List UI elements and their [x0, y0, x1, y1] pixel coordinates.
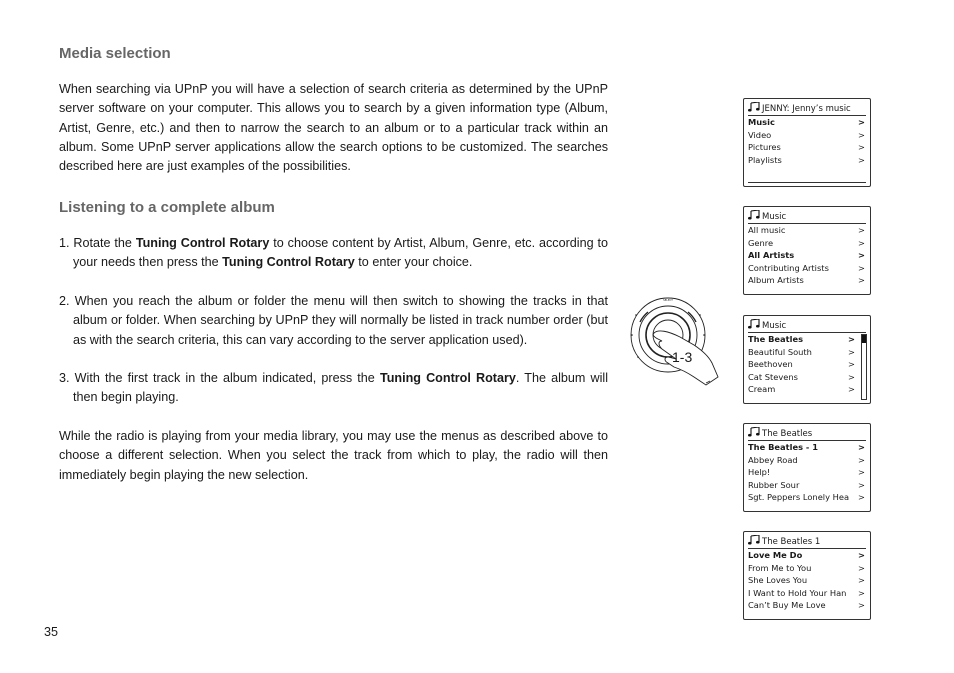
screen-title-text: The Beatles [762, 429, 813, 439]
radio-screen-beatles-1-tracks [743, 531, 871, 620]
scrollbar[interactable] [861, 334, 867, 400]
menu-item-love-me-do[interactable] [748, 549, 866, 562]
scrollbar-thumb[interactable] [862, 335, 866, 343]
screen-title-text: JENNY: Jenny’s music [762, 104, 851, 114]
menu-item-album-artists[interactable] [748, 274, 866, 287]
menu-item-label: Playlists [748, 154, 782, 165]
radio-screen-music-categories [743, 206, 871, 295]
chevron-right-icon: > [858, 117, 865, 127]
step-3 [59, 369, 608, 408]
step-bold: Tuning Control Rotary [379, 371, 516, 385]
music-note-icon [748, 427, 760, 437]
step-text: to choose content by Artist, Album, Genre, etc. according to your needs then press the [73, 236, 608, 270]
screen-title [748, 535, 866, 549]
menu-item-cream[interactable] [748, 383, 866, 396]
menu-item-label: Love Me Do [748, 550, 803, 560]
menu-item-from-me-to-you[interactable] [748, 562, 866, 575]
heading-media-selection: Media selection [59, 45, 171, 62]
media-selection-body: When searching via UPnP you will have a selection of search criteria as determined by the UPnP server software on your computer. This allows you to search by a given information type (Album, Artist, Genre, etc.) and then to narrow the search to an album or to a particular track within an album. Some UPnP server applications allow the search options to be customized. The searches described here are just examples of the possibilities. [59, 82, 608, 174]
radio-screen-beatles-albums [743, 423, 871, 512]
page-number: 35 [44, 625, 59, 639]
step-bold: Tuning Control Rotary [222, 255, 355, 270]
chevron-right-icon: > [858, 275, 865, 286]
step-range-label: 1-3 [672, 349, 693, 365]
menu-item-label: She Loves You [748, 575, 808, 586]
menu-item-help[interactable] [748, 466, 866, 479]
menu-item-pictures[interactable] [748, 141, 866, 154]
step-1 [59, 234, 608, 273]
menu-item-label: Music [748, 117, 775, 127]
chevron-right-icon: > [858, 454, 865, 465]
step-number: 2. [59, 294, 70, 308]
menu-item-label: Beautiful South [748, 346, 812, 357]
chevron-right-icon: > [858, 550, 865, 560]
music-note-icon [748, 535, 760, 545]
chevron-right-icon: > [858, 562, 865, 573]
menu-item-beethoven[interactable] [748, 358, 866, 371]
menu-item-the-beatles[interactable] [748, 333, 866, 346]
music-note-icon [748, 102, 760, 112]
menu-item-all-music[interactable] [748, 224, 866, 237]
menu-item-video[interactable] [748, 129, 866, 142]
heading-listening-complete-album: Listening to a complete album [59, 199, 275, 216]
closing-paragraph: While the radio is playing from your media library, you may use the menus as described above to choose a different selection. When you select the track from which to play, the radio will then immediately begin playing the new selection. [59, 429, 608, 482]
menu-item-label: Pictures [748, 142, 781, 153]
chevron-right-icon: > [858, 467, 865, 478]
menu-item-i-want-to-hold-your-hand[interactable] [748, 587, 866, 600]
menu-item-all-artists[interactable] [748, 249, 866, 262]
menu-item-label: Video [748, 129, 772, 140]
menu-item-label: The Beatles [748, 334, 804, 344]
menu-item-label: Abbey Road [748, 454, 798, 465]
screen-title-text: Music [762, 212, 787, 222]
screen-title [748, 427, 866, 441]
menu-item-sgt-peppers[interactable] [748, 491, 866, 504]
menu-item-label: Beethoven [748, 359, 793, 370]
menu-item-music[interactable] [748, 116, 866, 129]
chevron-right-icon: > [858, 142, 865, 153]
step-number: 1. [59, 236, 70, 250]
chevron-right-icon: > [858, 600, 865, 611]
chevron-right-icon: > [848, 371, 855, 382]
chevron-right-icon: > [858, 587, 865, 598]
chevron-right-icon: > [858, 492, 865, 503]
step-text: Rotate the [73, 236, 136, 250]
screen-title [748, 210, 866, 224]
menu-item-label: The Beatles - 1 [748, 442, 819, 452]
music-note-icon [748, 319, 760, 329]
menu-item-label: All Artists [748, 250, 795, 261]
chevron-right-icon: > [858, 262, 865, 273]
menu-item-beautiful-south[interactable] [748, 346, 866, 359]
radio-screen-artist-list [743, 315, 871, 404]
step-text: to enter your choice. [354, 255, 473, 270]
menu-item-label: Contributing Artists [748, 262, 829, 273]
chevron-right-icon: > [848, 359, 855, 370]
menu-item-contributing-artists[interactable] [748, 262, 866, 275]
chevron-right-icon: > [858, 154, 865, 165]
menu-item-label: I Want to Hold Your Han [748, 587, 847, 598]
knob-select-label: SELECT [663, 299, 673, 302]
screen-title [748, 319, 866, 333]
menu-item-rubber-sour[interactable] [748, 479, 866, 492]
chevron-right-icon: > [858, 129, 865, 140]
menu-item-label: Cream [748, 384, 776, 395]
step-text: With the first track in the album indicated, press the [74, 371, 380, 385]
menu-item-label: Genre [748, 237, 774, 248]
chevron-right-icon: > [848, 334, 855, 344]
menu-item-label: Album Artists [748, 275, 804, 286]
tuning-control-knob-icon [628, 297, 720, 387]
menu-item-the-beatles-1[interactable] [748, 441, 866, 454]
menu-item-label: All music [748, 225, 786, 235]
menu-item-playlists[interactable] [748, 154, 866, 167]
screen-title-text: Music [762, 321, 787, 331]
menu-item-cant-buy-me-love[interactable] [748, 599, 866, 612]
chevron-right-icon: > [848, 346, 855, 357]
step-text: . The album will then begin playing. [73, 371, 608, 405]
menu-item-label: Can’t Buy Me Love [748, 600, 826, 611]
step-number: 3. [59, 371, 70, 385]
chevron-right-icon: > [858, 250, 865, 261]
chevron-right-icon: > [848, 384, 855, 395]
screen-title-text: The Beatles 1 [762, 537, 821, 547]
menu-item-she-loves-you[interactable] [748, 574, 866, 587]
chevron-right-icon: > [858, 237, 865, 248]
radio-screen-jenny-music [743, 98, 871, 187]
step-2 [59, 292, 608, 350]
menu-item-label: Sgt. Peppers Lonely Hea [748, 492, 850, 503]
menu-item-label: Rubber Sour [748, 479, 800, 490]
chevron-right-icon: > [858, 225, 865, 235]
screen-bottom-rule [748, 182, 866, 183]
music-note-icon [748, 210, 760, 220]
chevron-right-icon: > [858, 479, 865, 490]
step-text: When you reach the album or folder the menu will then switch to showing the tracks in that album or folder. When searching by UPnP they will normally be listed in track number order (but as with the search criteria, this can vary according to the server application used). [73, 294, 609, 347]
chevron-right-icon: > [858, 442, 865, 452]
menu-item-cat-stevens[interactable] [748, 371, 866, 384]
chevron-right-icon: > [858, 575, 865, 586]
menu-item-abbey-road[interactable] [748, 454, 866, 467]
step-bold: Tuning Control Rotary [135, 236, 270, 250]
menu-item-label: From Me to You [748, 562, 812, 573]
menu-item-label: Cat Stevens [748, 371, 798, 382]
menu-item-label: Help! [748, 467, 771, 478]
menu-item-genre[interactable] [748, 237, 866, 250]
screen-title [748, 102, 866, 116]
